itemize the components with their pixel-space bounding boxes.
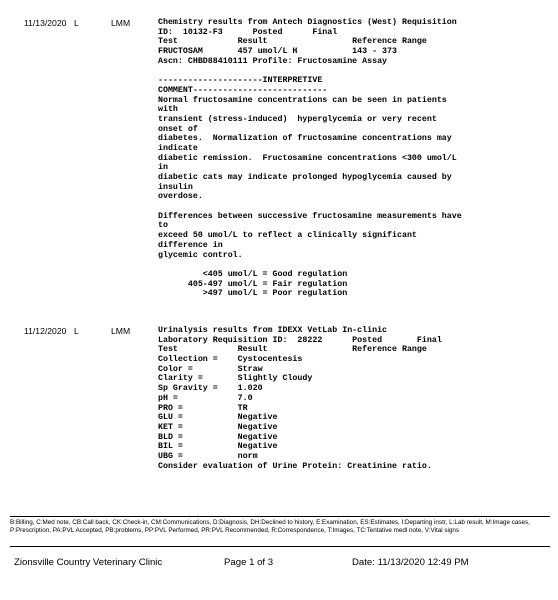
text-line: to bbox=[158, 221, 168, 231]
text-line: indicate bbox=[158, 143, 198, 153]
text-line: Color = Straw bbox=[158, 364, 263, 374]
entry-date: 11/12/2020 bbox=[24, 326, 67, 336]
text-line: Ascn: CHBD88410111 Profile: Fructosamine Assay bbox=[158, 56, 388, 66]
text-line: Sp Gravity = 1.020 bbox=[158, 384, 263, 394]
text-line: Test Result Reference Range bbox=[158, 345, 427, 355]
text-line: transient (stress-induced) hyperglycemia or very recent bbox=[158, 114, 437, 124]
text-line: overdose. bbox=[158, 192, 203, 202]
entry-type: L bbox=[74, 326, 79, 336]
entry-body bbox=[158, 326, 556, 471]
footer-rule bbox=[10, 546, 550, 547]
footer-date: Date: 11/13/2020 12:49 PM bbox=[352, 557, 469, 568]
text-line: diabetes. Normalization of fructosamine concentrations may bbox=[158, 134, 452, 144]
text-line: KET = Negative bbox=[158, 422, 278, 432]
text-line: PRO = TR bbox=[158, 403, 248, 413]
text-line: Normal fructosamine concentrations can be seen in patients bbox=[158, 95, 447, 105]
text-line: Consider evaluation of Urine Protein: Creatinine ratio. bbox=[158, 461, 432, 471]
text-line: onset of bbox=[158, 124, 198, 134]
text-line: GLU = Negative bbox=[158, 413, 278, 423]
text-line: FRUCTOSAM 457 umol/L H 143 - 373 bbox=[158, 47, 397, 57]
text-line: exceed 50 umol/L to reflect a clinically significant bbox=[158, 231, 417, 241]
entry-type: L bbox=[74, 18, 79, 28]
text-line: ---------------------INTERPRETIVE bbox=[158, 76, 323, 86]
text-line: Urinalysis results from IDEXX VetLab In-clinic bbox=[158, 326, 388, 335]
entry-date: 11/13/2020 bbox=[24, 18, 67, 28]
entry-body bbox=[158, 18, 556, 299]
legend-text: B:Billing, C:Med note, CB:Call back, CK:Check-in, CM:Communications, D:Diagnosis, DH:Declined to history, E:Examination, ES:Estimates, I:Departing instr, L:Lab result, M:Image cases, P:Prescription, PA:PVL Accepted, PB:problems, PP:PVL Performed, PR:PVL Recommended, R:Correspondence, T:Images, TC:Tentative medl note, V:Vital signs bbox=[10, 519, 530, 535]
text-line: 405-497 umol/L = Fair regulation bbox=[158, 279, 348, 289]
text-line: >497 umol/L = Poor regulation bbox=[158, 289, 348, 299]
text-line: BIL = Negative bbox=[158, 442, 278, 452]
text-line: UBG = norm bbox=[158, 451, 258, 461]
entry-staff: LMM bbox=[111, 18, 131, 28]
text-line: Laboratory Requisition ID: 28222 Posted Final bbox=[158, 335, 442, 345]
text-line: diabetic remission. Fructosamine concentrations <300 umol/L bbox=[158, 153, 457, 163]
text-line: Clarity = Slightly Cloudy bbox=[158, 374, 313, 384]
text-line: ID: 10132-F3 Posted Final bbox=[158, 27, 338, 37]
text-line: in bbox=[158, 163, 168, 173]
text-line: Test Result Reference Range bbox=[158, 37, 427, 47]
text-line: glycemic control. bbox=[158, 250, 243, 260]
text-line bbox=[158, 202, 556, 212]
text-line: COMMENT--------------------------- bbox=[158, 85, 328, 95]
text-line bbox=[158, 66, 556, 76]
footer-page: Page 1 of 3 bbox=[224, 557, 274, 568]
text-line: Collection = Cystocentesis bbox=[158, 355, 303, 365]
text-line: with bbox=[158, 105, 178, 115]
text-line bbox=[158, 260, 556, 270]
text-line: <405 umol/L = Good regulation bbox=[158, 269, 348, 279]
text-line: Chemistry results from Antech Diagnostics (West) Requisition bbox=[158, 18, 457, 27]
legend-top-rule bbox=[10, 516, 550, 517]
entry-staff: LMM bbox=[111, 326, 131, 336]
text-line: BLD = Negative bbox=[158, 432, 278, 442]
text-line: insulin bbox=[158, 182, 193, 192]
text-line: diabetic cats may indicate prolonged hypoglycemia caused by bbox=[158, 173, 452, 182]
text-line: difference in bbox=[158, 240, 223, 250]
footer-clinic: Zionsville Country Veterinary Clinic bbox=[14, 557, 163, 568]
text-line: pH = 7.0 bbox=[158, 393, 253, 403]
text-line: Differences between successive fructosamine measurements have bbox=[158, 211, 462, 221]
